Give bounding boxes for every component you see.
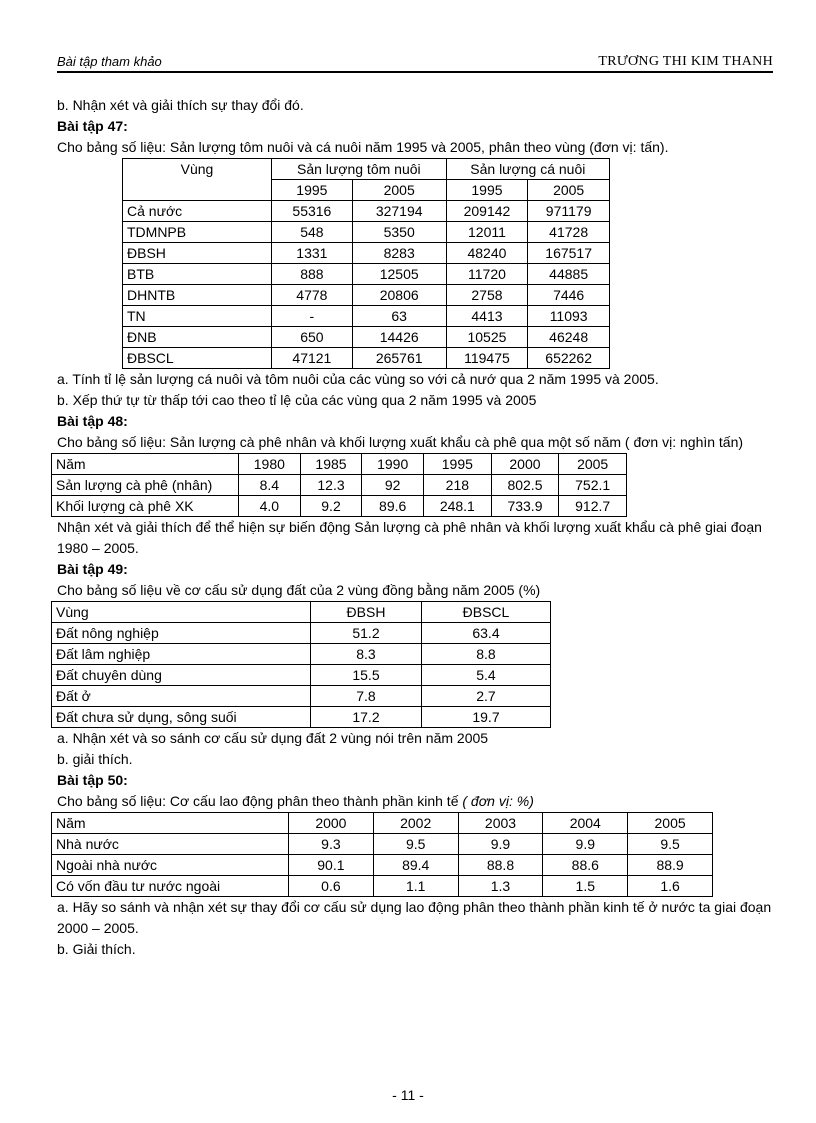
- value-cell: 752.1: [559, 475, 627, 496]
- intro-line: b. Nhận xét và giải thích sự thay đổi đó.: [57, 97, 304, 113]
- header-cell: Năm: [52, 813, 289, 834]
- value-cell: 8283: [352, 243, 446, 264]
- value-cell: 12505: [352, 264, 446, 285]
- value-cell: 209142: [446, 201, 528, 222]
- region-name-cell: ĐBSH: [123, 243, 272, 264]
- table-row: [123, 264, 610, 285]
- year-cell: 2005: [528, 180, 610, 201]
- value-cell: 9.3: [289, 834, 374, 855]
- value-cell: 8.4: [239, 475, 301, 496]
- value-cell: 11093: [528, 306, 610, 327]
- value-cell: 327194: [352, 201, 446, 222]
- region-name-cell: TN: [123, 306, 272, 327]
- value-cell: 7.8: [311, 686, 422, 707]
- header-cell: 2005: [628, 813, 713, 834]
- value-cell: 51.2: [311, 623, 422, 644]
- header-cell: 1995: [424, 454, 492, 475]
- header-cell: 2004: [543, 813, 628, 834]
- value-cell: 1.1: [373, 876, 458, 897]
- value-cell: 9.9: [458, 834, 543, 855]
- exercise-50-desc-text: Cho bảng số liệu: Cơ cấu lao động phân theo thành phần kinh tế: [57, 793, 459, 809]
- table-row: [52, 876, 713, 897]
- table-row: [123, 285, 610, 306]
- exercise-48-title: Bài tập 48:: [57, 413, 128, 429]
- value-cell: 8.3: [311, 644, 422, 665]
- value-cell: 265761: [352, 348, 446, 369]
- header-cell: 2005: [559, 454, 627, 475]
- value-cell: 733.9: [491, 496, 559, 517]
- region-name-cell: TDMNPB: [123, 222, 272, 243]
- value-cell: 89.4: [373, 855, 458, 876]
- header-cell: 2003: [458, 813, 543, 834]
- exercise-47-title: Bài tập 47:: [57, 118, 128, 134]
- table-coffee: [51, 453, 627, 517]
- value-cell: 11720: [446, 264, 528, 285]
- value-cell: 88.9: [628, 855, 713, 876]
- table-row: [123, 243, 610, 264]
- value-cell: 971179: [528, 201, 610, 222]
- table-row: [123, 327, 610, 348]
- page-header: [57, 52, 773, 73]
- value-cell: 12.3: [300, 475, 362, 496]
- value-cell: 15.5: [311, 665, 422, 686]
- table-shrimp-fish: [122, 158, 610, 369]
- row-label-cell: Đất ở: [52, 686, 311, 707]
- header-cell-fish: Sản lượng cá nuôi: [446, 159, 609, 180]
- region-name-cell: BTB: [123, 264, 272, 285]
- value-cell: 9.5: [373, 834, 458, 855]
- header-cell-region: Vùng: [123, 159, 272, 201]
- value-cell: 41728: [528, 222, 610, 243]
- row-label-cell: Đất lâm nghiệp: [52, 644, 311, 665]
- region-name-cell: DHNTB: [123, 285, 272, 306]
- value-cell: 17.2: [311, 707, 422, 728]
- exercise-47-description: Cho bảng số liệu: Sản lượng tôm nuôi và cá nuôi năm 1995 và 2005, phân theo vùng (đơn vị: tấn).: [57, 139, 669, 155]
- value-cell: 8.8: [421, 644, 550, 665]
- year-cell: 1995: [446, 180, 528, 201]
- value-cell: 2758: [446, 285, 528, 306]
- value-cell: 44885: [528, 264, 610, 285]
- table-row: [52, 855, 713, 876]
- value-cell: 218: [424, 475, 492, 496]
- exercise-49-title: Bài tập 49:: [57, 561, 128, 577]
- header-cell: 2002: [373, 813, 458, 834]
- row-label-cell: Đất nông nghiệp: [52, 623, 311, 644]
- value-cell: 650: [272, 327, 353, 348]
- row-label-cell: Đất chưa sử dụng, sông suối: [52, 707, 311, 728]
- header-cell: ĐBSCL: [421, 602, 550, 623]
- value-cell: 167517: [528, 243, 610, 264]
- header-author: TRƯƠNG THI KIM THANH: [598, 54, 773, 69]
- value-cell: 0.6: [289, 876, 374, 897]
- value-cell: 1.3: [458, 876, 543, 897]
- header-cell-shrimp: Sản lượng tôm nuôi: [272, 159, 447, 180]
- header-cell: Năm: [52, 454, 239, 475]
- table-header-row: [52, 454, 627, 475]
- table-row: [52, 644, 551, 665]
- header-cell: 1985: [300, 454, 362, 475]
- table-row: [52, 834, 713, 855]
- value-cell: 5.4: [421, 665, 550, 686]
- exercise-49-question-a: a. Nhận xét và so sánh cơ cấu sử dụng đất 2 vùng nói trên năm 2005: [57, 730, 489, 746]
- table-row: [123, 201, 610, 222]
- value-cell: 9.9: [543, 834, 628, 855]
- year-cell: 2005: [352, 180, 446, 201]
- value-cell: 10525: [446, 327, 528, 348]
- value-cell: 119475: [446, 348, 528, 369]
- row-label-cell: Khối lượng cà phê XK: [52, 496, 239, 517]
- value-cell: 1331: [272, 243, 353, 264]
- value-cell: 14426: [352, 327, 446, 348]
- value-cell: 4.0: [239, 496, 301, 517]
- header-cell: Vùng: [52, 602, 311, 623]
- region-name-cell: Cả nước: [123, 201, 272, 222]
- value-cell: 4413: [446, 306, 528, 327]
- table-row: [52, 665, 551, 686]
- value-cell: 88.6: [543, 855, 628, 876]
- header-left-text: Bài tập tham khảo: [57, 54, 162, 69]
- exercise-48-description: Cho bảng số liệu: Sản lượng cà phê nhân và khối lượng xuất khẩu cà phê qua một số năm ( đơn vị: nghìn tấn): [57, 434, 744, 450]
- value-cell: 46248: [528, 327, 610, 348]
- value-cell: 912.7: [559, 496, 627, 517]
- value-cell: 88.8: [458, 855, 543, 876]
- table-row: [52, 623, 551, 644]
- value-cell: 802.5: [491, 475, 559, 496]
- value-cell: 548: [272, 222, 353, 243]
- year-cell: 1995: [272, 180, 353, 201]
- value-cell: 888: [272, 264, 353, 285]
- exercise-50-question-b: b. Giải thích.: [57, 941, 136, 957]
- exercise-50-question-a: a. Hãy so sánh và nhận xét sự thay đổi cơ cấu sử dụng lao động phân theo thành phần kinh tế ở nước ta giai đoạn 2000 – 2005.: [57, 899, 772, 936]
- value-cell: 248.1: [424, 496, 492, 517]
- value-cell: 9.2: [300, 496, 362, 517]
- header-cell: 2000: [289, 813, 374, 834]
- table-row: [52, 707, 551, 728]
- table-row: [123, 222, 610, 243]
- region-name-cell: ĐNB: [123, 327, 272, 348]
- header-cell: 1980: [239, 454, 301, 475]
- value-cell: 9.5: [628, 834, 713, 855]
- region-name-cell: ĐBSCL: [123, 348, 272, 369]
- header-cell: 1990: [362, 454, 424, 475]
- exercise-50-description: [57, 791, 773, 812]
- table-header-row: [52, 602, 551, 623]
- value-cell: 55316: [272, 201, 353, 222]
- page-content: [57, 95, 773, 960]
- value-cell: 1.6: [628, 876, 713, 897]
- value-cell: 19.7: [421, 707, 550, 728]
- value-cell: 5350: [352, 222, 446, 243]
- value-cell: 92: [362, 475, 424, 496]
- value-cell: 2.7: [421, 686, 550, 707]
- exercise-48-question: Nhận xét và giải thích để thể hiện sự biến động Sản lượng cà phê nhân và khối lượng xuất khẩu cà phê giai đoạn 1980 – 2005.: [57, 519, 762, 556]
- row-label-cell: Đất chuyên dùng: [52, 665, 311, 686]
- table-row: [123, 306, 610, 327]
- value-cell: 7446: [528, 285, 610, 306]
- exercise-49-description: Cho bảng số liệu về cơ cấu sử dụng đất của 2 vùng đồng bằng năm 2005 (%): [57, 582, 541, 598]
- table-labor-structure: [51, 812, 713, 897]
- row-label-cell: Sản lượng cà phê (nhân): [52, 475, 239, 496]
- row-label-cell: Có vốn đầu tư nước ngoài: [52, 876, 289, 897]
- header-cell: ĐBSH: [311, 602, 422, 623]
- row-label-cell: Nhà nước: [52, 834, 289, 855]
- table-land-use: [51, 601, 551, 728]
- value-cell: 90.1: [289, 855, 374, 876]
- table-row: [123, 348, 610, 369]
- value-cell: 89.6: [362, 496, 424, 517]
- exercise-50-desc-unit: ( đơn vị: %): [462, 793, 534, 809]
- value-cell: 63: [352, 306, 446, 327]
- table-row: [52, 475, 627, 496]
- value-cell: -: [272, 306, 353, 327]
- table-header-row: [52, 813, 713, 834]
- table-row: [52, 496, 627, 517]
- value-cell: 47121: [272, 348, 353, 369]
- value-cell: 48240: [446, 243, 528, 264]
- page-number: - 11 -: [392, 1087, 424, 1103]
- value-cell: 12011: [446, 222, 528, 243]
- value-cell: 20806: [352, 285, 446, 306]
- document-page: [57, 52, 773, 960]
- exercise-49-question-b: b. giải thích.: [57, 751, 133, 767]
- value-cell: 1.5: [543, 876, 628, 897]
- value-cell: 652262: [528, 348, 610, 369]
- table-header-row: [123, 159, 610, 180]
- value-cell: 4778: [272, 285, 353, 306]
- exercise-50-title: Bài tập 50:: [57, 772, 128, 788]
- table-row: [52, 686, 551, 707]
- exercise-47-question-b: b. Xếp thứ tự từ thấp tới cao theo tỉ lệ của các vùng qua 2 năm 1995 và 2005: [57, 392, 537, 408]
- value-cell: 63.4: [421, 623, 550, 644]
- row-label-cell: Ngoài nhà nước: [52, 855, 289, 876]
- header-cell: 2000: [491, 454, 559, 475]
- exercise-47-question-a: a. Tính tỉ lệ sản lượng cá nuôi và tôm nuôi của các vùng so với cả nướ qua 2 năm 1995 và 2005.: [57, 371, 659, 387]
